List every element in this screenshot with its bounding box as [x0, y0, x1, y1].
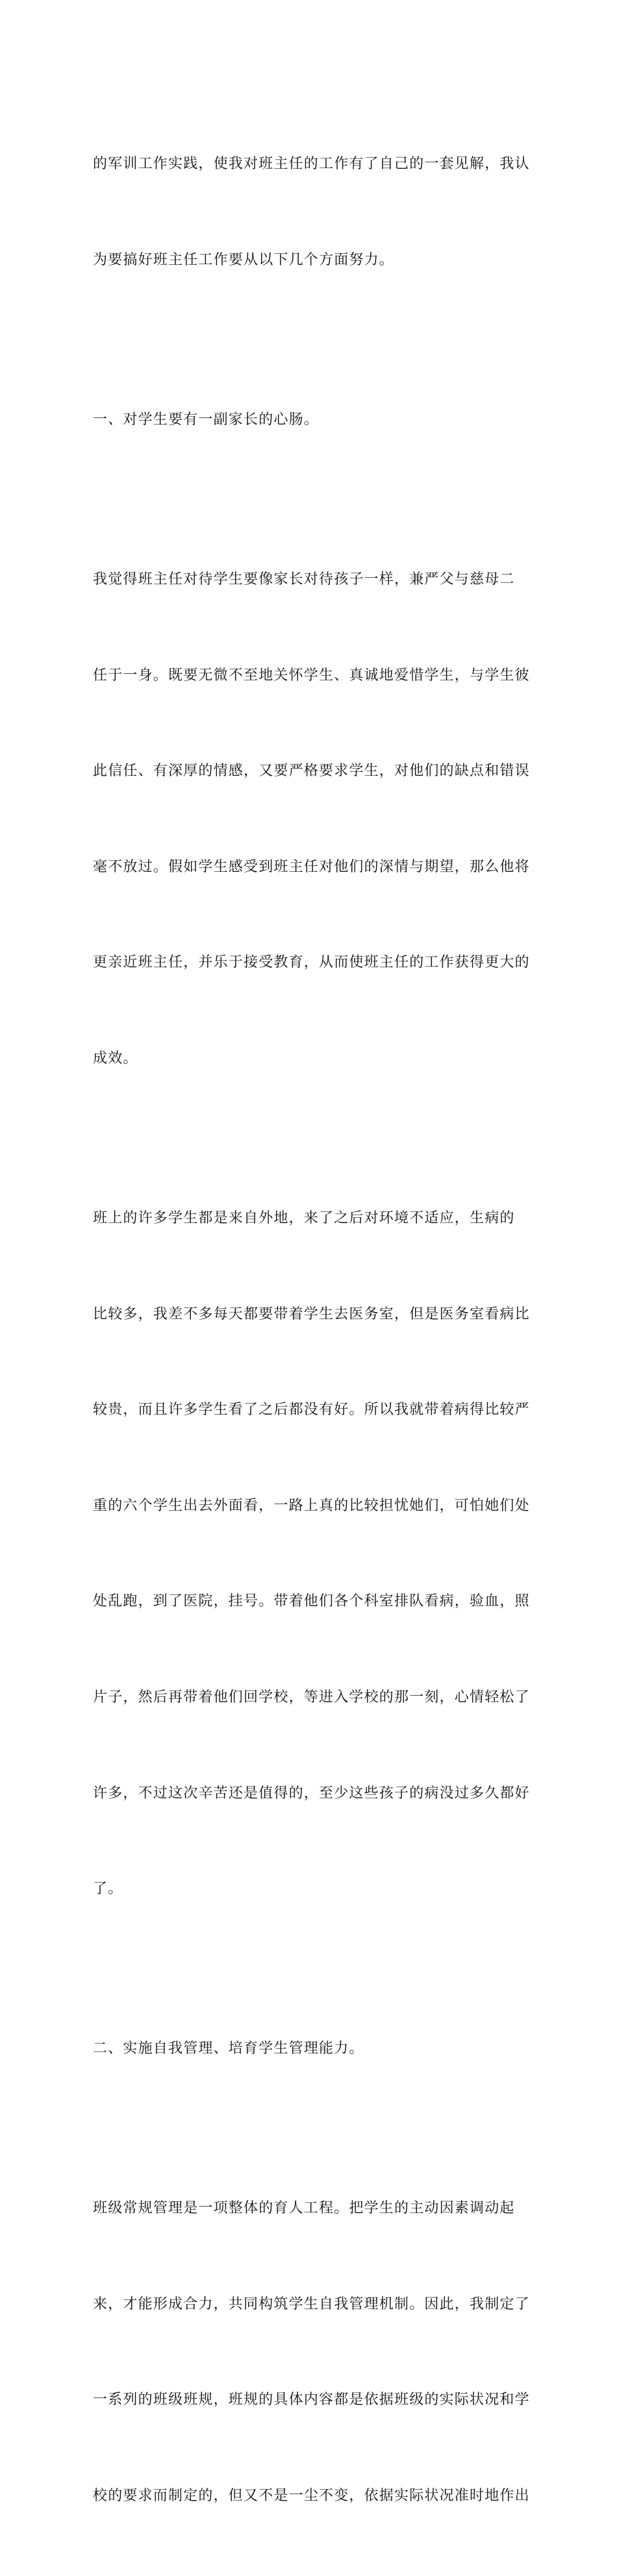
text-line: 为要搞好班主任工作要从以下几个方面努力。 — [93, 252, 395, 268]
paragraph-hospital-story — [93, 1139, 530, 1969]
heading-line: 一、对学生要有一副家长的心肠。 — [93, 412, 320, 428]
text-line: 一系列的班级班规，班规的具体内容都是依据班级的实际状况和学 — [93, 2392, 530, 2409]
paragraph-intro — [93, 84, 530, 340]
text-line: 较贵，而且许多学生看了之后都没有好。所以我就带着病得比较严 — [93, 1402, 530, 1418]
text-line: 我觉得班主任对待学生要像家长对待孩子一样，兼严父与慈母二 — [93, 571, 515, 588]
document-body — [93, 84, 530, 2576]
text-line: 班上的许多学生都是来自外地，来了之后对环境不适应，生病的 — [93, 1209, 515, 1226]
text-line: 了。 — [93, 1881, 123, 1898]
text-line: 许多，不过这次辛苦还是值得的，至少这些孩子的病没过多久都好 — [93, 1785, 530, 1802]
text-line: 重的六个学生出去外面看，一路上真的比较担忧她们，可怕她们处 — [93, 1497, 530, 1514]
text-line: 校的要求而制定的，但又不是一尘不变，依据实际状况准时地作出 — [93, 2487, 530, 2504]
text-line: 任于一身。既要无微不至地关怀学生、真诚地爱惜学生，与学生彼 — [93, 667, 530, 684]
section-heading-1 — [93, 340, 524, 500]
heading-line: 二、实施自我管理、培育学生管理能力。 — [93, 2040, 364, 2057]
text-line: 班级常规管理是一项整体的育人工程。把学生的主动因素调动起 — [93, 2200, 515, 2217]
text-line: 的军训工作实践，使我对班主任的工作有了自己的一套见解，我认 — [93, 156, 530, 173]
text-line: 处乱跑，到了医院，挂号。带着他们各个科室排队看病，验血，照 — [93, 1593, 530, 1610]
text-line: 此信任、有深厚的情感，又要严格要求学生，对他们的缺点和错误 — [93, 763, 530, 780]
text-line: 更亲近班主任，并乐于接受教育，从而使班主任的工作获得更大的 — [93, 954, 530, 971]
text-line: 毫不放过。假如学生感受到班主任对他们的深情与期望，那么他将 — [93, 858, 530, 875]
text-line: 比较多，我差不多每天都要带着学生去医务室，但是医务室看病比 — [93, 1306, 530, 1322]
paragraph-parent-care — [93, 500, 530, 1139]
text-line: 来，才能形成合力，共同构筑学生自我管理机制。因此，我制定了 — [93, 2296, 530, 2312]
paragraph-self-management — [93, 2129, 530, 2576]
text-line: 成效。 — [93, 1050, 138, 1067]
section-heading-2 — [93, 1969, 524, 2129]
text-line: 片子，然后再带着他们回学校，等进入学校的那一刻，心情轻松了 — [93, 1689, 530, 1705]
